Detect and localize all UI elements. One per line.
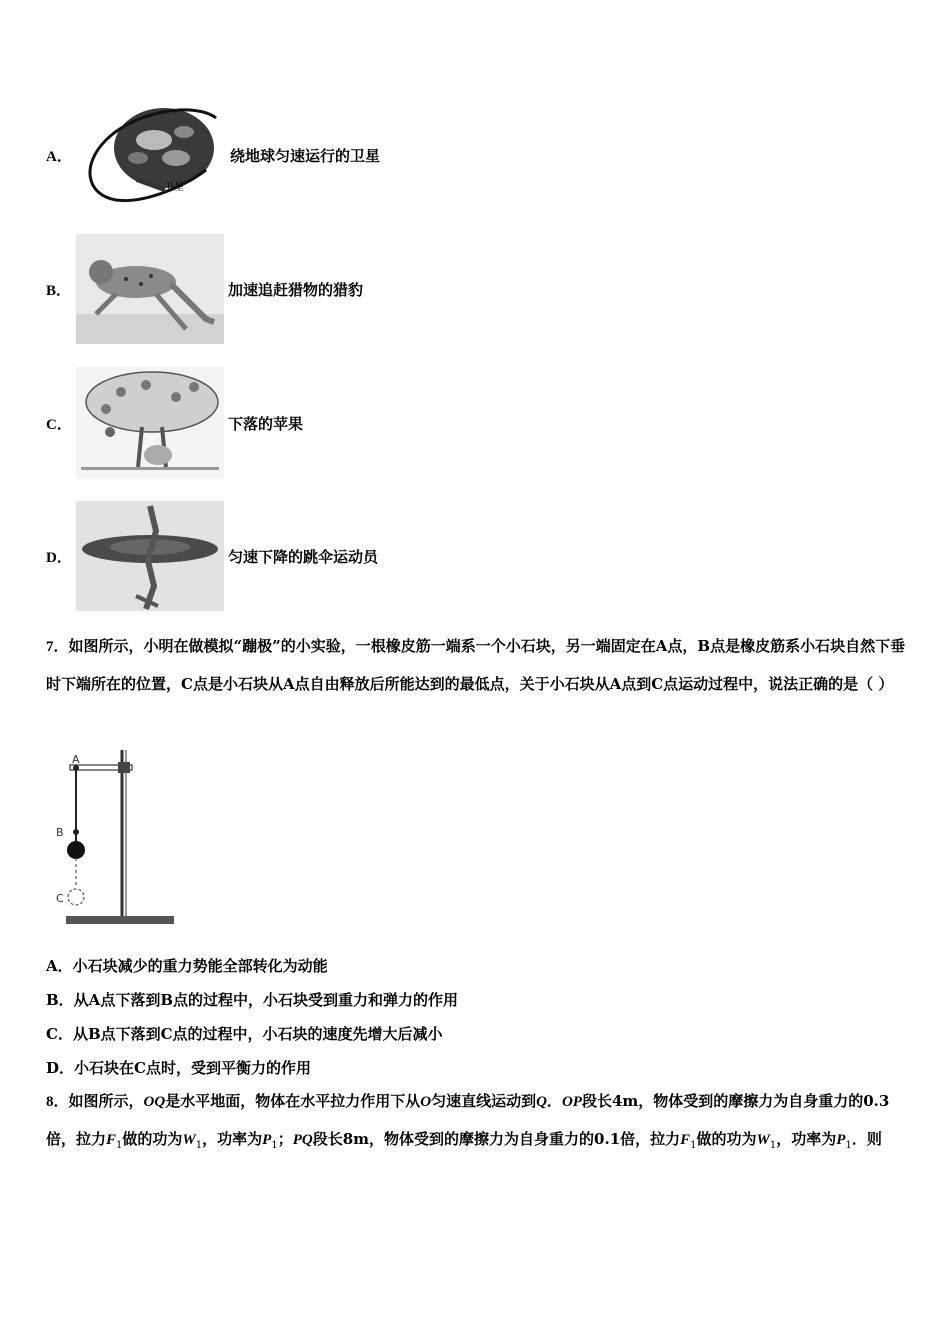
option-letter: D． bbox=[46, 549, 72, 566]
satellite-label: 卫星 bbox=[164, 182, 184, 193]
satellite-orbit-image bbox=[76, 100, 226, 210]
choice-text: C．从B点下落到C点的过程中，小石块的速度先增大后减小 bbox=[46, 1025, 443, 1043]
choice-text: A．小石块减少的重力势能全部转化为动能 bbox=[46, 957, 328, 975]
option-text: 加速追赶猎物的猎豹 bbox=[228, 280, 364, 299]
option-d[interactable] bbox=[46, 501, 378, 611]
option-c[interactable] bbox=[46, 367, 303, 479]
option-letter: B． bbox=[46, 282, 72, 299]
cheetah-image bbox=[76, 234, 224, 344]
choice-text: B．从A点下落到B点的过程中，小石块受到重力和弹力的作用 bbox=[46, 991, 458, 1009]
label-a: A bbox=[72, 753, 80, 766]
option-b[interactable] bbox=[46, 234, 363, 344]
choice-text: D．小石块在C点时，受到平衡力的作用 bbox=[46, 1059, 311, 1077]
bungee-apparatus-diagram bbox=[50, 746, 180, 936]
option-letter: C． bbox=[46, 416, 72, 433]
label-b: B bbox=[56, 826, 64, 839]
option-text: 下落的苹果 bbox=[228, 414, 304, 433]
question-7-stem bbox=[46, 628, 906, 703]
parachutist-image bbox=[76, 501, 224, 611]
q7-choice-d[interactable] bbox=[46, 1057, 311, 1078]
option-text: 绕地球匀速运行的卫星 bbox=[230, 146, 381, 165]
question-text: 如图所示，小明在做模拟“蹦极”的小实验，一根橡皮筋一端系一个小石块，另一端固定在A点，B点是橡皮筋系小石块自然下垂时下端所在的位置，C点是小石块从A点自由释放后所能达到的最低点，关于小石块从A点到C点运动过程中，说法正确的是（ ） bbox=[46, 637, 906, 693]
question-8-stem: 8．如图所示，OQ是水平地面，物体在水平拉力作用下从O匀速直线运动到Q．OP段长4m，物体受到的摩擦力为自身重力的0.3倍，拉力$F_1$做的功为$W_1$，功率为$P_1$；PQ段长8m，物体受到的摩擦力为自身重力的0.1倍，拉力$F_1$做的功为$W_1$，功率为$P_1$．则 bbox=[46, 1092, 890, 1151]
q7-choice-c[interactable] bbox=[46, 1023, 443, 1044]
q7-choice-b[interactable] bbox=[46, 989, 458, 1010]
option-text: 匀速下降的跳伞运动员 bbox=[228, 547, 379, 566]
label-c: C bbox=[56, 892, 64, 905]
apple-tree-image bbox=[76, 367, 224, 479]
q7-choice-a[interactable] bbox=[46, 955, 328, 976]
option-letter: A． bbox=[46, 148, 72, 165]
question-number: 7． bbox=[46, 639, 69, 655]
option-a[interactable] bbox=[46, 100, 380, 210]
